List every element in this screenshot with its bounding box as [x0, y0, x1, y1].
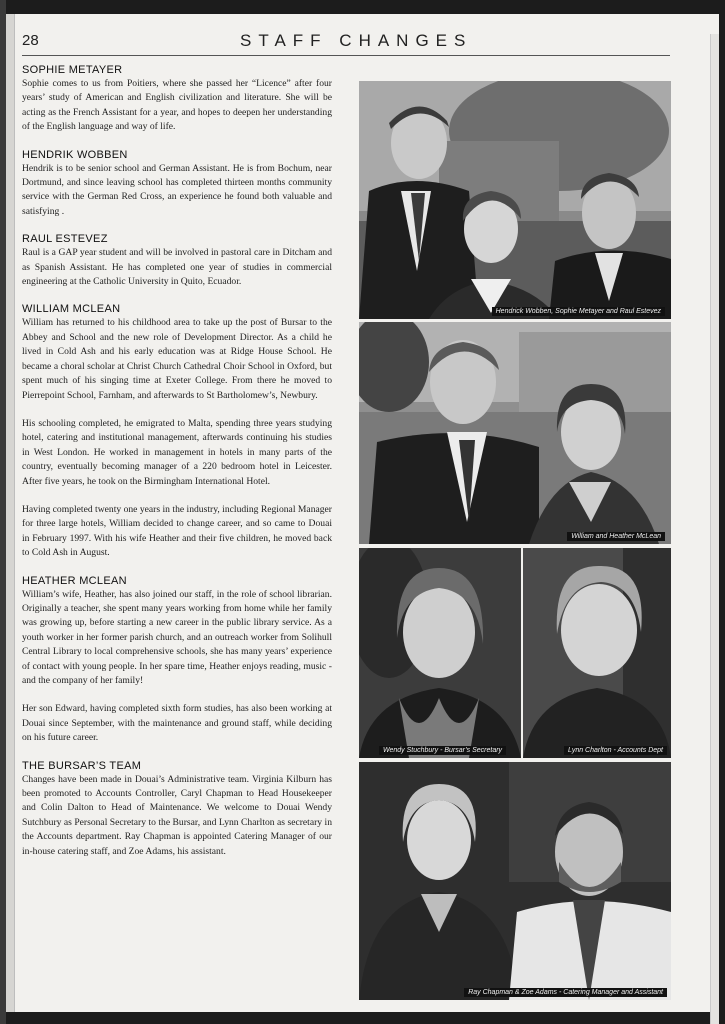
section-hendrik-wobben: [22, 149, 332, 220]
section-sophie-metayer: [22, 64, 332, 135]
photo-caption: William and Heather McLean: [567, 532, 665, 541]
section-heading: HENDRIK WOBBEN: [22, 148, 128, 161]
page-title: STAFF CHANGES: [240, 31, 473, 50]
section-paragraph: Having completed twenty one years in the industry, including Regional Manager for three large hotels, William decided to change career, and so came to Douai in February 1997. With his wife Heather and their five children, he moved back to Cold Ash in August.: [22, 503, 332, 559]
section-heading: WILLIAM MCLEAN: [22, 303, 121, 316]
section-raul-estevez: [22, 233, 332, 289]
section-paragraph: Her son Edward, having completed sixth form studies, has also been working at Douai since September, with the maintenance and ground staff, while deciding on his future career.: [22, 703, 332, 744]
section-paragraph: His schooling completed, he emigrated to Malta, spending three years studying hotel, catering and institutional management, afterwards continuing his studies in West London. He worked in management in hotels in many parts of the country, eventually becoming manager of a 220 bedroom hotel in Leicester. After five years, he took on the Birmingham International Hotel.: [22, 417, 332, 487]
section-paragraph: William’s wife, Heather, has also joined our staff, in the role of school librarian. Originally a teacher, she spent many years working from home while her family was growing up, before starting a new career in the public library service. As a youth worker in her former parish church, and an outreach worker from Solihull Central Library to local comprehensive schools, she has many years’ experience of contact with young people. In her spare time, Heather enjoys reading, music - and the company of her family!: [22, 588, 332, 686]
section-paragraph: Sophie comes to us from Poitiers, where she passed her “Licence” after four years’ study of American and English civilization and literature. She will be acting as the French Assistant for a year, and hopes to deepen her understanding of the English language and way of life.: [22, 78, 332, 133]
photo-lynn-charlton: [523, 548, 671, 758]
page-gutter: [6, 14, 14, 1012]
photo-ray-chapman-zoe-adams: [359, 762, 671, 1000]
page-edge: [710, 34, 719, 1024]
photo-caption: Lynn Charlton - Accounts Dept: [564, 746, 667, 755]
group-photo-image: [359, 81, 671, 319]
photo-caption: Hendrick Wobben, Sophie Metayer and Raul Estevez: [492, 307, 665, 316]
photo-william-heather-mclean: [359, 322, 671, 544]
photo-caption: Wendy Stuchbury - Bursar’s Secretary: [379, 746, 506, 755]
section-heading: RAUL ESTEVEZ: [22, 233, 108, 246]
section-william-mclean: [22, 303, 332, 560]
page-number: 28: [22, 32, 39, 49]
section-paragraph: Raul is a GAP year student and will be involved in pastoral care in Ditcham and as Spanish Assistant. He has completed one year of studies in commercial engineering at the Catholic University in Quito, Ecuador.: [22, 247, 332, 288]
section-heading: HEATHER MCLEAN: [22, 574, 127, 587]
photo-wendy-stuchbury: [359, 548, 521, 758]
section-paragraph: William has returned to his childhood area to take up the post of Bursar to the Abbey and School and the new role of Development Director. As a child he lived in Cold Ash and his early education was at Ridge House School. He became a choral scholar at Christ Church Cathedral Choir School in Oxford, but spent much of his singing time at Exeter College. From there he moved to Pierrepoint School, Farnham, and afterwards to St Bartholomew’s, Newbury.: [22, 317, 332, 401]
section-bursars-team: [22, 760, 332, 859]
couple-photo-image: [359, 322, 671, 544]
portrait-photo-image: [523, 548, 671, 758]
portrait-photo-image: [359, 548, 521, 758]
header-rule: [22, 55, 670, 56]
section-paragraph: Hendrik is to be senior school and German Assistant. He is from Bochum, near Dortmund, and since leaving school has completed thirteen months community service with the German Red Cross, an experience he found both valuable and satisfying .: [22, 162, 332, 217]
section-paragraph: Changes have been made in Douai’s Administrative team. Virginia Kilburn has been promoted to Accounts Controller, Caryl Chapman to Head Housekeeper and Colin Dalton to Head of Maintenance. We welcome to Douai Wendy Sutchbury as Personal Secretary to the Bursar, and Lynn Charlton as secretary in the Accounts department. Ray Chapman is appointed Catering Manager of our in-house catering staff, and Zoe Adams, his assistant.: [22, 773, 332, 857]
section-heading: SOPHIE METAYER: [22, 64, 123, 76]
photo-caption: Ray Chapman & Zoe Adams - Catering Manager and Assistant: [464, 988, 667, 997]
section-heather-mclean: [22, 575, 332, 746]
couple-photo-image: [359, 762, 671, 1000]
photo-wobben-metayer-estevez: [359, 81, 671, 319]
article-text-column: [22, 64, 332, 873]
section-heading: THE BURSAR’S TEAM: [22, 759, 142, 772]
